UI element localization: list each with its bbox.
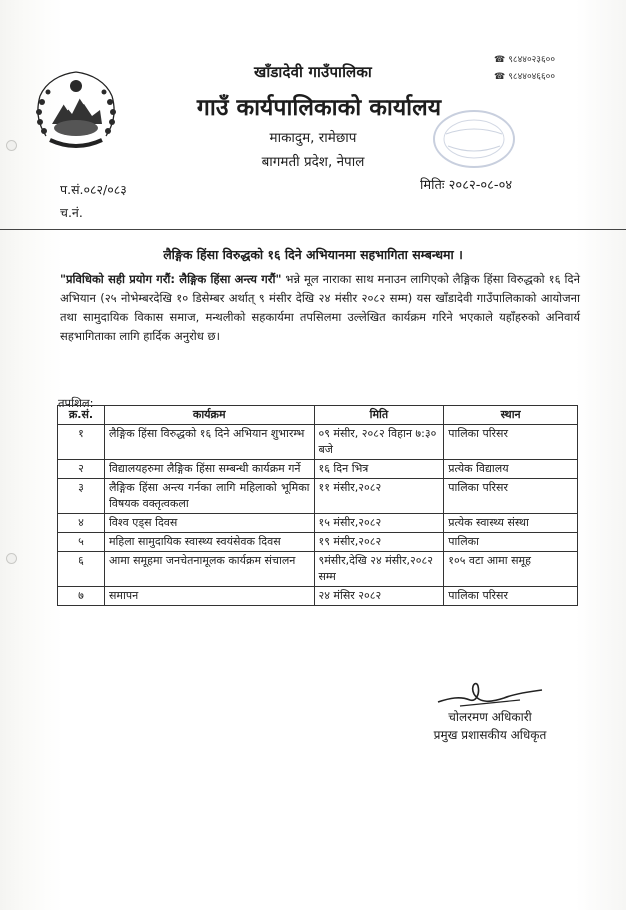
program-cell: लैङ्गिक हिंसा विरुद्धको १६ दिने अभियान शुभारम्भ: [104, 425, 314, 460]
table-row: [58, 552, 578, 587]
letter-subject: लैङ्गिक हिंसा विरुद्धको १६ दिने अभियानमा सहभागिता सम्बन्धमा ।: [163, 247, 463, 262]
program-cell: महिला सामुदायिक स्वास्थ्य स्वयंसेवक दिवस: [104, 533, 314, 552]
column-header: कार्यक्रम: [104, 406, 314, 425]
venue-cell: पालिका परिसर: [444, 425, 578, 460]
phone-list: [494, 52, 555, 86]
program-schedule-table: [57, 405, 578, 606]
letter-date: मितिः २०८२-०८-०४: [420, 178, 513, 193]
column-header: मिति: [314, 406, 444, 425]
phone-number: ९८४४०२३६००: [508, 55, 556, 65]
campaign-slogan: "प्रविधिको सही प्रयोग गरौं: लैङ्गिक हिंसा अन्त्य गरौं": [60, 272, 282, 286]
column-header: स्थान: [444, 406, 578, 425]
program-cell: विश्व एड्स दिवस: [104, 514, 314, 533]
signatory-name: चोलरमण अधिकारी: [448, 710, 532, 724]
serial-cell: ४: [58, 514, 105, 533]
venue-cell: प्रत्येक विद्यालय: [444, 460, 578, 479]
serial-cell: २: [58, 460, 105, 479]
signatory-designation: प्रमुख प्रशासकीय अधिकृत: [433, 728, 547, 742]
table-header-row: [58, 406, 578, 425]
date-cell: ०९ मंसीर, २०८२ विहान ७:३० बजे: [314, 425, 444, 460]
table-row: [58, 479, 578, 514]
program-cell: लैङ्गिक हिंसा अन्त्य गर्नका लागि महिलाको भूमिका विषयक वक्तृत्वकला: [104, 479, 314, 514]
table-row: [58, 587, 578, 606]
letter-body: [60, 270, 580, 346]
serial-cell: ६: [58, 552, 105, 587]
table-row: [58, 514, 578, 533]
venue-cell: पालिका परिसर: [444, 479, 578, 514]
table-row: [58, 460, 578, 479]
dispatch-number: च.नं.: [60, 205, 83, 220]
date-cell: २४ मंसिर २०८२: [314, 587, 444, 606]
venue-cell: १०५ वटा आमा समूह: [444, 552, 578, 587]
serial-cell: ७: [58, 587, 105, 606]
venue-cell: प्रत्येक स्वास्थ्य संस्था: [444, 514, 578, 533]
phone-entry: [494, 69, 555, 86]
phone-number: ९८४४०४६६००: [508, 72, 556, 82]
body-paragraph: भन्ने मूल नाराका साथ मनाउन लागिएको लैङ्गिक हिंसा विरुद्धको १६ दिने अभियान (२५ नोभेम्बरदेखि १० डिसेम्बर अर्थात् ९ मंसीर देखि २४ मंसीर २०८२ सम्म) यस खाँडादेवी गाउँपालिकाको आयोजना तथा सामुदायिक विकास समाज, मन्थलीको सहकार्यमा तपसिलमा उल्लेखित कार्यक्रम गरिने भएकाले यहाँहरुको अनिवार्य सहभागिताका लागि हार्दिक अनुरोध छ।: [60, 272, 580, 343]
table-row: [58, 533, 578, 552]
office-stamp-icon: [426, 104, 522, 174]
date-cell: १५ मंसीर,२०८२: [314, 514, 444, 533]
phone-entry: [494, 52, 555, 69]
header-divider: [0, 229, 626, 230]
municipality-name: खाँडादेवी गाउँपालिका: [254, 63, 372, 81]
venue-cell: पालिका परिसर: [444, 587, 578, 606]
address-line-2: बागमती प्रदेश, नेपाल: [261, 154, 365, 170]
program-cell: आमा समूहमा जनचेतनामूलक कार्यक्रम संचालन: [104, 552, 314, 587]
date-cell: १६ दिन भित्र: [314, 460, 444, 479]
serial-cell: १: [58, 425, 105, 460]
table-row: [58, 425, 578, 460]
reference-number: प.सं.०८२/०८३: [60, 182, 127, 197]
phone-icon: ☎: [494, 55, 506, 65]
serial-cell: ३: [58, 479, 105, 514]
serial-cell: ५: [58, 533, 105, 552]
address-line-1: माकादुम, रामेछाप: [269, 130, 357, 146]
program-cell: विद्यालयहरुमा लैङ्गिक हिंसा सम्बन्धी कार्यक्रम गर्ने: [104, 460, 314, 479]
schedule-label: तपशिल:: [58, 396, 94, 410]
office-name: गाउँ कार्यपालिकाको कार्यालय: [196, 95, 442, 121]
date-cell: १९ मंसीर,२०८२: [314, 533, 444, 552]
punch-hole: [6, 553, 17, 564]
date-cell: ११ मंसीर,२०८२: [314, 479, 444, 514]
venue-cell: पालिका: [444, 533, 578, 552]
phone-icon: ☎: [494, 72, 506, 82]
program-cell: समापन: [104, 587, 314, 606]
column-header: क्र.सं.: [58, 406, 105, 425]
date-cell: ९मंसीर,देखि २४ मंसीर,२०८२ सम्म: [314, 552, 444, 587]
